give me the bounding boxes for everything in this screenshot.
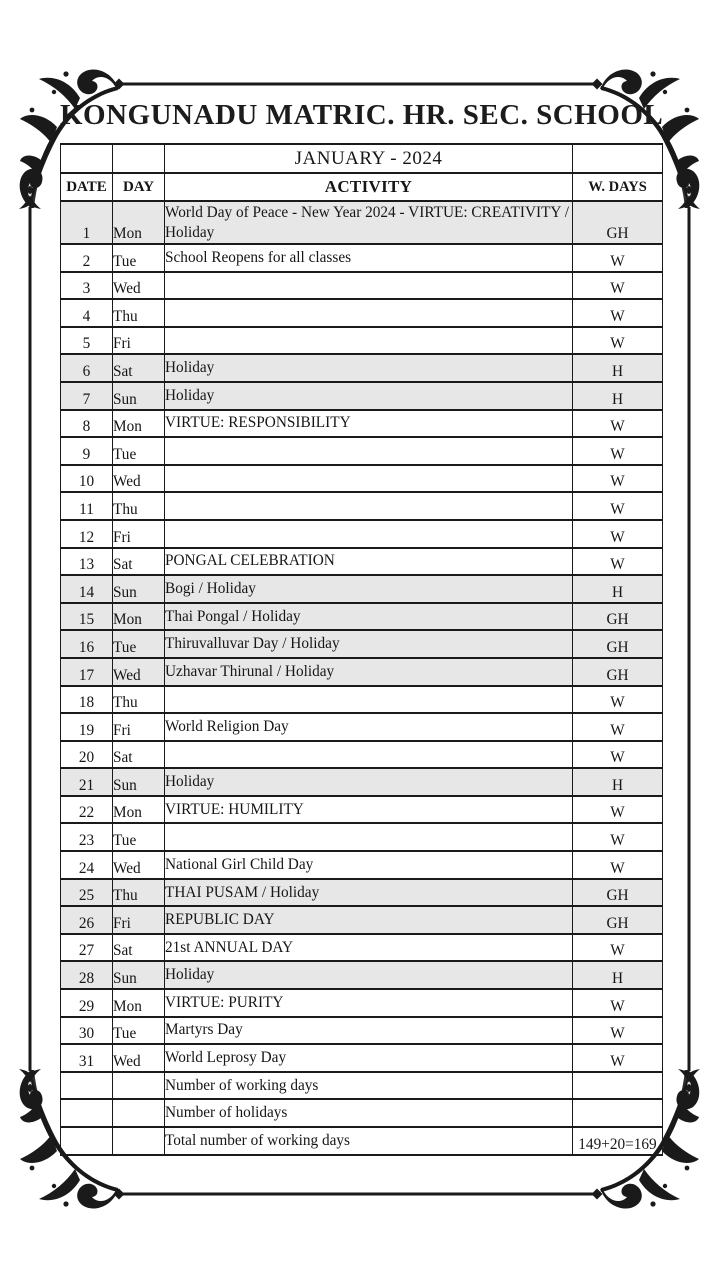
cell-date: 14	[61, 575, 113, 603]
calendar-row	[61, 658, 663, 686]
cell-day: Fri	[113, 327, 165, 355]
column-header-activity: ACTIVITY	[165, 173, 573, 201]
cell-day: Mon	[113, 201, 165, 244]
cell-activity	[165, 686, 573, 714]
summary-empty-day	[113, 1099, 165, 1127]
cell-activity	[165, 465, 573, 493]
cell-activity: School Reopens for all classes	[165, 244, 573, 272]
cell-activity: Bogi / Holiday	[165, 575, 573, 603]
cell-date: 28	[61, 961, 113, 989]
cell-wdays: W	[573, 520, 663, 548]
calendar-row	[61, 575, 663, 603]
cell-activity: VIRTUE: RESPONSIBILITY	[165, 410, 573, 438]
cell-day: Sat	[113, 354, 165, 382]
cell-wdays: W	[573, 851, 663, 879]
cell-day: Sun	[113, 382, 165, 410]
cell-wdays: W	[573, 465, 663, 493]
cell-activity: Martyrs Day	[165, 1017, 573, 1045]
summary-empty-date	[61, 1099, 113, 1127]
cell-wdays: GH	[573, 603, 663, 631]
calendar-row	[61, 686, 663, 714]
cell-wdays: W	[573, 686, 663, 714]
calendar-row	[61, 437, 663, 465]
summary-empty-day	[113, 1127, 165, 1155]
cell-activity	[165, 520, 573, 548]
calendar-row	[61, 768, 663, 796]
calendar-row	[61, 796, 663, 824]
cell-activity: REPUBLIC DAY	[165, 906, 573, 934]
column-header-day: DAY	[113, 173, 165, 201]
cell-date: 31	[61, 1044, 113, 1072]
calendar-row	[61, 989, 663, 1017]
cell-wdays: H	[573, 768, 663, 796]
cell-day: Sun	[113, 575, 165, 603]
calendar-row	[61, 410, 663, 438]
calendar-table	[60, 143, 663, 1156]
cell-date: 2	[61, 244, 113, 272]
summary-value: 149+20=169	[573, 1127, 663, 1155]
calendar-row	[61, 492, 663, 520]
calendar-row	[61, 713, 663, 741]
cell-wdays: W	[573, 934, 663, 962]
cell-day: Wed	[113, 272, 165, 300]
cell-day: Sun	[113, 961, 165, 989]
cell-date: 26	[61, 906, 113, 934]
calendar-row	[61, 382, 663, 410]
cell-wdays: W	[573, 327, 663, 355]
cell-wdays: W	[573, 548, 663, 576]
summary-value	[573, 1072, 663, 1100]
summary-row	[61, 1127, 663, 1155]
cell-wdays: H	[573, 575, 663, 603]
cell-date: 15	[61, 603, 113, 631]
cell-wdays: W	[573, 713, 663, 741]
cell-wdays: H	[573, 354, 663, 382]
summary-label: Number of holidays	[165, 1099, 573, 1127]
cell-wdays: W	[573, 410, 663, 438]
cell-activity	[165, 437, 573, 465]
calendar-row	[61, 603, 663, 631]
cell-date: 30	[61, 1017, 113, 1045]
cell-wdays: W	[573, 437, 663, 465]
calendar-row	[61, 934, 663, 962]
summary-empty-day	[113, 1072, 165, 1100]
cell-activity: THAI PUSAM / Holiday	[165, 879, 573, 907]
cell-day: Thu	[113, 299, 165, 327]
cell-activity: VIRTUE: HUMILITY	[165, 796, 573, 824]
cell-activity: 21st ANNUAL DAY	[165, 934, 573, 962]
cell-day: Fri	[113, 906, 165, 934]
summary-label: Number of working days	[165, 1072, 573, 1100]
cell-date: 10	[61, 465, 113, 493]
cell-wdays: W	[573, 272, 663, 300]
summary-row	[61, 1072, 663, 1100]
summary-empty-date	[61, 1127, 113, 1155]
column-header-wdays: W. DAYS	[573, 173, 663, 201]
cell-wdays: W	[573, 492, 663, 520]
cell-date: 23	[61, 823, 113, 851]
summary-row	[61, 1099, 663, 1127]
cell-day: Fri	[113, 520, 165, 548]
cell-day: Sun	[113, 768, 165, 796]
month-title: JANUARY - 2024	[165, 144, 573, 173]
calendar-row	[61, 1017, 663, 1045]
cell-date: 5	[61, 327, 113, 355]
column-header-row	[61, 173, 663, 201]
cell-day: Tue	[113, 244, 165, 272]
cell-activity: PONGAL CELEBRATION	[165, 548, 573, 576]
cell-activity: World Leprosy Day	[165, 1044, 573, 1072]
calendar-row	[61, 1044, 663, 1072]
cell-date: 18	[61, 686, 113, 714]
cell-wdays: GH	[573, 658, 663, 686]
cell-date: 6	[61, 354, 113, 382]
cell-day: Thu	[113, 686, 165, 714]
calendar-row	[61, 520, 663, 548]
cell-date: 8	[61, 410, 113, 438]
cell-date: 12	[61, 520, 113, 548]
cell-wdays: W	[573, 823, 663, 851]
cell-activity: Holiday	[165, 768, 573, 796]
cell-date: 27	[61, 934, 113, 962]
cell-wdays: W	[573, 1017, 663, 1045]
cell-wdays: W	[573, 741, 663, 769]
cell-activity: World Religion Day	[165, 713, 573, 741]
cell-wdays: GH	[573, 201, 663, 244]
cell-activity	[165, 823, 573, 851]
calendar-row	[61, 823, 663, 851]
calendar-row	[61, 244, 663, 272]
calendar-row	[61, 299, 663, 327]
summary-value	[573, 1099, 663, 1127]
cell-activity	[165, 299, 573, 327]
cell-day: Mon	[113, 410, 165, 438]
cell-day: Sat	[113, 934, 165, 962]
cell-date: 22	[61, 796, 113, 824]
cell-day: Mon	[113, 603, 165, 631]
cell-date: 21	[61, 768, 113, 796]
cell-day: Sat	[113, 741, 165, 769]
cell-activity: Thai Pongal / Holiday	[165, 603, 573, 631]
month-row	[61, 144, 663, 173]
cell-day: Sat	[113, 548, 165, 576]
cell-day: Thu	[113, 879, 165, 907]
calendar-row	[61, 548, 663, 576]
cell-activity: Thiruvalluvar Day / Holiday	[165, 630, 573, 658]
month-row-empty-date	[61, 144, 113, 173]
cell-day: Wed	[113, 658, 165, 686]
month-row-empty-day	[113, 144, 165, 173]
cell-day: Mon	[113, 796, 165, 824]
month-row-empty-wdays	[573, 144, 663, 173]
cell-day: Wed	[113, 465, 165, 493]
cell-date: 17	[61, 658, 113, 686]
cell-date: 19	[61, 713, 113, 741]
cell-day: Wed	[113, 1044, 165, 1072]
cell-date: 25	[61, 879, 113, 907]
cell-activity: Holiday	[165, 382, 573, 410]
cell-wdays: H	[573, 961, 663, 989]
cell-day: Tue	[113, 823, 165, 851]
cell-activity	[165, 327, 573, 355]
cell-date: 1	[61, 201, 113, 244]
calendar-row	[61, 465, 663, 493]
cell-date: 16	[61, 630, 113, 658]
summary-empty-date	[61, 1072, 113, 1100]
cell-wdays: GH	[573, 630, 663, 658]
calendar-row	[61, 354, 663, 382]
cell-date: 7	[61, 382, 113, 410]
cell-day: Tue	[113, 437, 165, 465]
calendar-row	[61, 630, 663, 658]
calendar-row	[61, 906, 663, 934]
cell-date: 24	[61, 851, 113, 879]
calendar-row	[61, 741, 663, 769]
cell-wdays: H	[573, 382, 663, 410]
cell-day: Fri	[113, 713, 165, 741]
cell-date: 9	[61, 437, 113, 465]
cell-activity: Holiday	[165, 354, 573, 382]
cell-activity: Uzhavar Thirunal / Holiday	[165, 658, 573, 686]
cell-activity: VIRTUE: PURITY	[165, 989, 573, 1017]
calendar-row	[61, 201, 663, 244]
cell-day: Wed	[113, 851, 165, 879]
cell-wdays: W	[573, 1044, 663, 1072]
cell-activity: National Girl Child Day	[165, 851, 573, 879]
cell-date: 29	[61, 989, 113, 1017]
cell-activity	[165, 272, 573, 300]
calendar-body	[61, 144, 663, 1155]
cell-date: 20	[61, 741, 113, 769]
calendar-row	[61, 961, 663, 989]
cell-activity: World Day of Peace - New Year 2024 - VIRTUE: CREATIVITY / Holiday	[165, 201, 573, 244]
summary-label: Total number of working days	[165, 1127, 573, 1155]
cell-date: 11	[61, 492, 113, 520]
cell-day: Mon	[113, 989, 165, 1017]
cell-wdays: W	[573, 796, 663, 824]
cell-activity: Holiday	[165, 961, 573, 989]
cell-wdays: W	[573, 244, 663, 272]
cell-wdays: W	[573, 299, 663, 327]
cell-wdays: W	[573, 989, 663, 1017]
cell-day: Thu	[113, 492, 165, 520]
school-name: KONGUNADU MATRIC. HR. SEC. SCHOOL	[60, 99, 664, 131]
calendar-row	[61, 327, 663, 355]
cell-day: Tue	[113, 1017, 165, 1045]
calendar-row	[61, 879, 663, 907]
cell-wdays: GH	[573, 906, 663, 934]
cell-day: Tue	[113, 630, 165, 658]
calendar-row	[61, 851, 663, 879]
cell-activity	[165, 741, 573, 769]
calendar-row	[61, 272, 663, 300]
cell-date: 13	[61, 548, 113, 576]
cell-date: 4	[61, 299, 113, 327]
cell-date: 3	[61, 272, 113, 300]
cell-activity	[165, 492, 573, 520]
cell-wdays: GH	[573, 879, 663, 907]
column-header-date: DATE	[61, 173, 113, 201]
